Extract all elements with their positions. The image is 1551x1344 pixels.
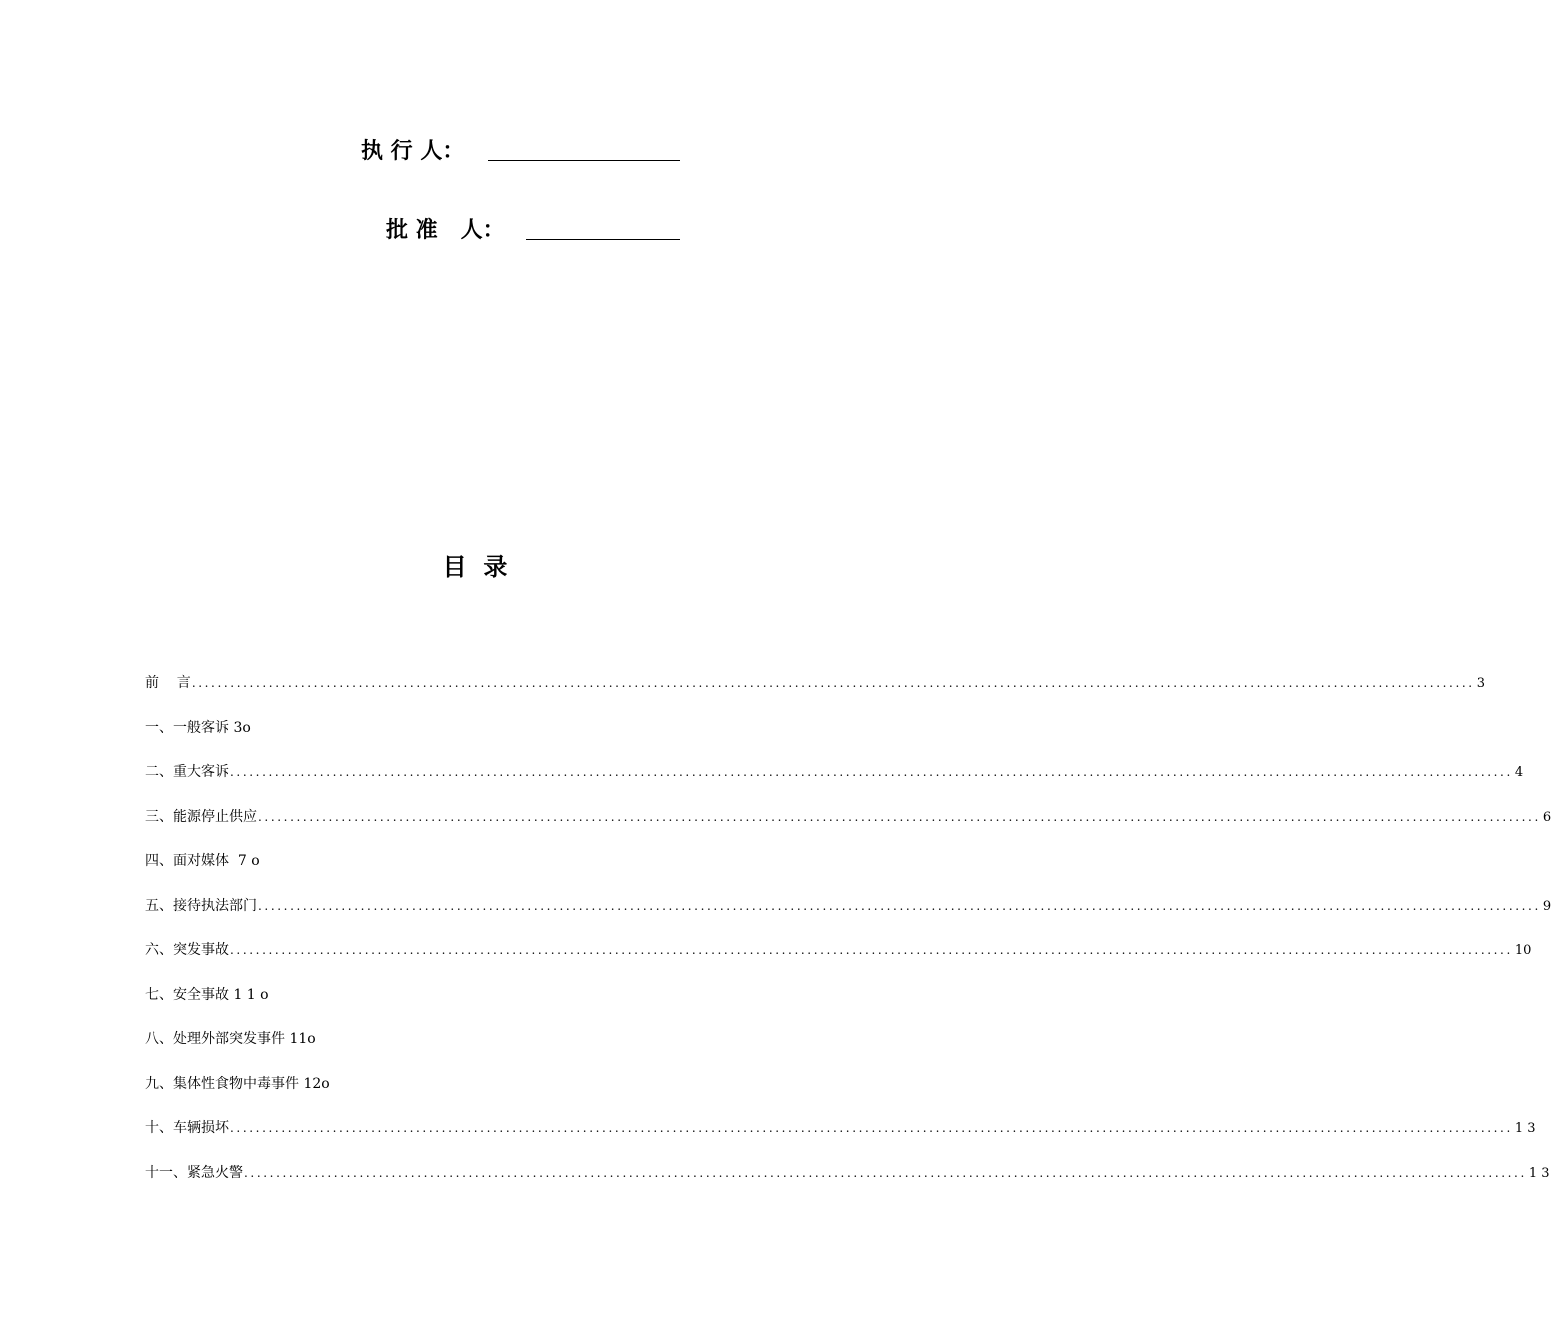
toc-entry[interactable] [145, 1073, 805, 1118]
toc-entry-label: 九、集体性食物中毒事件 12o [145, 1075, 330, 1092]
executor-signature-row [0, 134, 950, 166]
toc-entry-label: 八、处理外部突发事件 11o [145, 1031, 316, 1047]
toc-entry-label: 五、接待执法部门 [145, 897, 257, 914]
toc-entry-label: 一、一般客诉 3o [145, 719, 251, 736]
toc-entry[interactable] [145, 806, 1551, 851]
toc-dot-leader: ........................................................................................................................................................................................................ [230, 1121, 1513, 1135]
toc-entry-label: 六、突发事故 [145, 942, 229, 958]
toc-dot-leader: ........................................................................................................................................................................................................ [244, 1165, 1527, 1180]
toc-entry[interactable] [145, 1117, 1536, 1162]
toc-entry[interactable] [145, 672, 1485, 717]
toc-entry[interactable] [145, 1028, 805, 1073]
toc-entry[interactable] [145, 1162, 1550, 1207]
toc-dot-leader: ........................................................................................................................................................................................................ [258, 809, 1541, 824]
toc-entry[interactable] [145, 850, 805, 895]
toc-title: 目 录 [442, 553, 508, 581]
toc-entry-page: 10 [1514, 943, 1532, 958]
table-of-contents [145, 672, 1551, 1206]
executor-label: 执 行 人： [361, 139, 465, 164]
toc-dot-leader: ........................................................................................................................................................................................................ [191, 676, 1475, 690]
toc-entry[interactable] [145, 895, 1551, 940]
toc-entry-page: 4 [1514, 765, 1524, 780]
approver-label: 批 准 人： [386, 218, 505, 243]
toc-entry[interactable] [145, 984, 805, 1029]
toc-entry-page: 1 3 [1528, 1165, 1550, 1181]
toc-entry-label: 七、安全事故 1 1 o [145, 986, 269, 1003]
toc-entry-page: 9 [1542, 898, 1551, 914]
toc-entry-label: 十一、紧急火警 [145, 1164, 243, 1181]
toc-dot-leader: ........................................................................................................................................................................................................ [230, 943, 1513, 957]
toc-entry-label: 三、能源停止供应 [145, 808, 257, 825]
executor-signature-line [488, 160, 680, 161]
toc-entry[interactable] [145, 939, 1532, 984]
toc-entry-page: 3 [1476, 676, 1485, 691]
toc-dot-leader: ........................................................................................................................................................................................................ [230, 765, 1513, 779]
toc-entry[interactable] [145, 717, 805, 762]
toc-entry-page: 1 3 [1514, 1121, 1536, 1136]
approver-signature-line [526, 239, 680, 240]
toc-entry[interactable] [145, 761, 1524, 806]
toc-dot-leader: ........................................................................................................................................................................................................ [258, 898, 1541, 913]
toc-entry-label: 二、重大客诉 [145, 764, 229, 780]
toc-entry-label: 十、车辆损坏 [145, 1120, 229, 1136]
toc-entry-label: 四、面对媒体 7 o [145, 853, 260, 869]
toc-entry-page: 6 [1542, 809, 1551, 825]
toc-entry-label: 前 言 [145, 675, 191, 691]
approver-signature-row [0, 213, 950, 245]
